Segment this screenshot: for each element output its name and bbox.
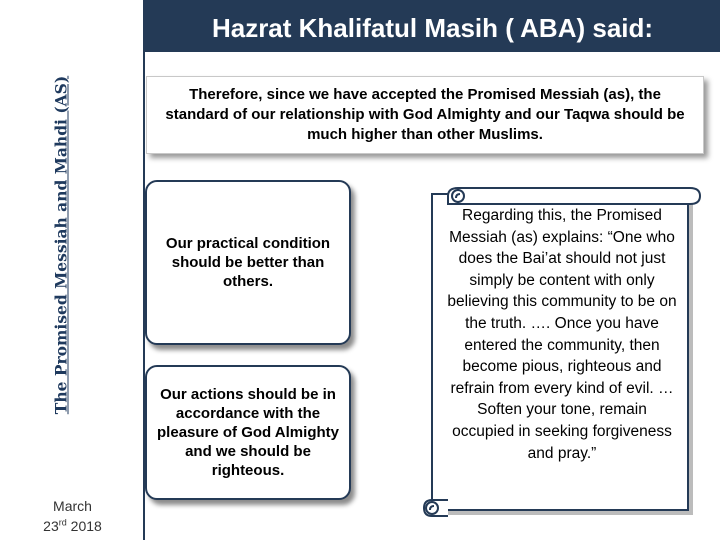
page-title: Hazrat Khalifatul Masih ( ABA) said: [145, 0, 720, 52]
date-month: March [53, 498, 92, 514]
vertical-title: The Promised Messiah and Mahdi (AS) [51, 75, 71, 415]
date-box [0, 492, 145, 540]
date-suffix: rd [58, 517, 67, 528]
sidebar-band [0, 0, 145, 490]
sidebar [0, 0, 145, 540]
intro-text-box: Therefore, since we have accepted the Promised Messiah (as), the standard of our relationship with God Almighty and our Taqwa should be much higher than other Muslims. [146, 76, 704, 154]
scroll-quote: Regarding this, the Promised Messiah (as) explains: “One who does the Bai’at should not just simply be content with only believing this community to be on the truth. …. Once you have entered the community, then become pious, righteous and refrain from every kind of evil. … Soften your tone, remain occupied in seeking forgiveness and pray.” [447, 207, 677, 462]
practical-condition-card: Our practical condition should be better than others. [145, 180, 351, 345]
date-day: 23 [43, 518, 59, 534]
date-year: 2018 [70, 518, 102, 534]
actions-card: Our actions should be in accordance with the pleasure of God Almighty and we should be righteous. [145, 365, 351, 500]
date-line [0, 516, 145, 536]
